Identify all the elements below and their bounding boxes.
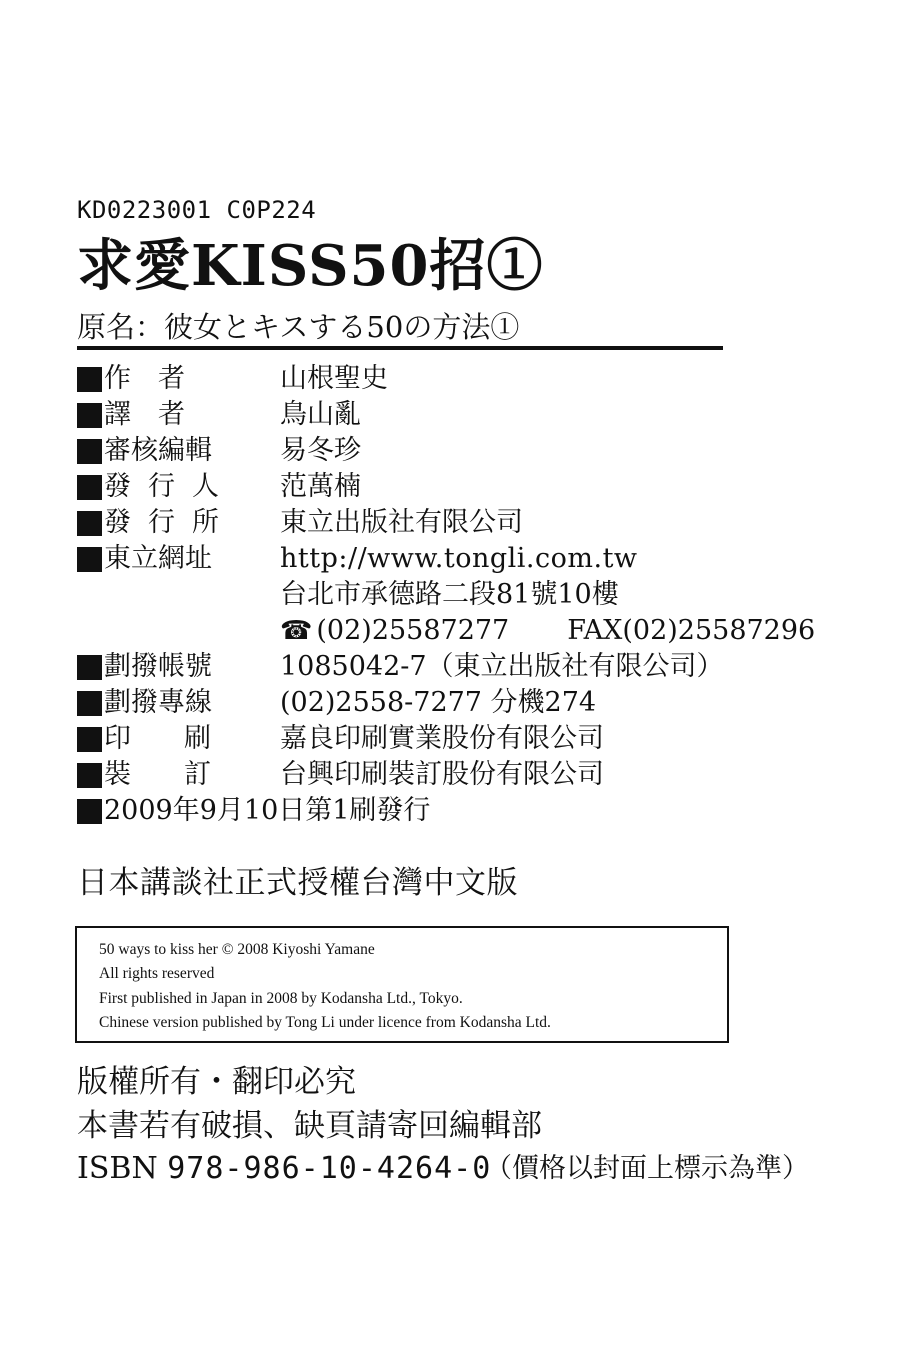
copyright-line: Chinese version published by Tong Li under licence from Kodansha Ltd. [99, 1014, 551, 1031]
price-note: （價格以封面上標示為準） [485, 1153, 809, 1184]
bullet-square-icon [77, 475, 102, 500]
credit-value: 鳥山亂 [280, 399, 361, 430]
authorization-notice: 日本講談社正式授權台灣中文版 [77, 865, 518, 901]
telephone-icon: ☎ [280, 616, 313, 646]
credit-row-editor [77, 433, 837, 469]
credit-row-translator [77, 397, 837, 433]
bullet-square-icon [77, 799, 102, 824]
credit-value: 台興印刷裝訂股份有限公司 [280, 759, 604, 790]
credit-row-postal-account [77, 649, 837, 685]
credit-row-publisher-person [77, 469, 837, 505]
bullet-square-icon [77, 691, 102, 716]
isbn-line [77, 1149, 809, 1189]
credit-row-postal-line [77, 685, 837, 721]
credit-label: 劃撥專線 [104, 687, 212, 718]
bullet-square-icon [77, 655, 102, 680]
credit-label: 發行人 [104, 471, 236, 502]
website-link[interactable]: http://www.tongli.com.tw [280, 543, 638, 574]
credit-label: 劃撥帳號 [104, 651, 212, 682]
credit-label: 裝訂 [104, 759, 264, 790]
copyright-line: First published in Japan in 2008 by Kodansha Ltd., Tokyo. [99, 990, 463, 1007]
credit-label: 譯 者 [104, 399, 185, 430]
rights-notice: 版權所有・翻印必究 [77, 1064, 356, 1100]
credit-label: 東立網址 [104, 543, 212, 574]
copyright-box [75, 926, 729, 1043]
address: 台北市承德路二段81號10樓 [280, 579, 619, 610]
phone-number: (02)25587277 [316, 615, 510, 646]
credit-row-publisher [77, 505, 837, 541]
credit-row-website [77, 541, 837, 577]
credit-value: 易冬珍 [280, 435, 361, 466]
book-title: 求愛KISS50招① [77, 233, 544, 299]
credit-row-binder [77, 757, 837, 793]
bullet-square-icon [77, 511, 102, 536]
credits-list [77, 361, 837, 829]
original-title: 原名：彼女とキスする50の方法① [77, 310, 520, 344]
copyright-line: 50 ways to kiss her © 2008 Kiyoshi Yamane [99, 941, 375, 958]
bullet-square-icon [77, 547, 102, 572]
credit-value: 1085042-7（東立出版社有限公司） [280, 651, 724, 682]
product-codes: KD0223001 C0P224 [77, 196, 317, 224]
credit-label: 發行所 [104, 507, 236, 538]
credit-label: 印刷 [104, 723, 264, 754]
credit-value: 范萬楠 [280, 471, 361, 502]
bullet-square-icon [77, 763, 102, 788]
credit-row-printer [77, 721, 837, 757]
bullet-square-icon [77, 727, 102, 752]
phone-row [77, 613, 837, 649]
credit-row-author [77, 361, 837, 397]
title-divider [77, 346, 723, 350]
bullet-square-icon [77, 403, 102, 428]
fax-number: FAX(02)25587296 [567, 615, 816, 646]
credit-value: 嘉良印刷實業股份有限公司 [280, 723, 604, 754]
isbn-label: ISBN [77, 1151, 158, 1186]
credit-value: (02)2558-7277 分機274 [280, 687, 597, 718]
address-row [77, 577, 837, 613]
bullet-square-icon [77, 367, 102, 392]
credit-value: 東立出版社有限公司 [280, 507, 523, 538]
publish-date-row [77, 793, 837, 829]
isbn-number: 978-986-10-4264-0 [167, 1151, 492, 1186]
publish-date: 2009年9月10日第1刷發行 [104, 795, 431, 826]
damage-notice: 本書若有破損、缺頁請寄回編輯部 [77, 1108, 542, 1144]
credit-label: 審核編輯 [104, 435, 212, 466]
copyright-line: All rights reserved [99, 965, 215, 982]
bullet-square-icon [77, 439, 102, 464]
credit-value: 山根聖史 [280, 363, 388, 394]
credit-label: 作 者 [104, 363, 185, 394]
